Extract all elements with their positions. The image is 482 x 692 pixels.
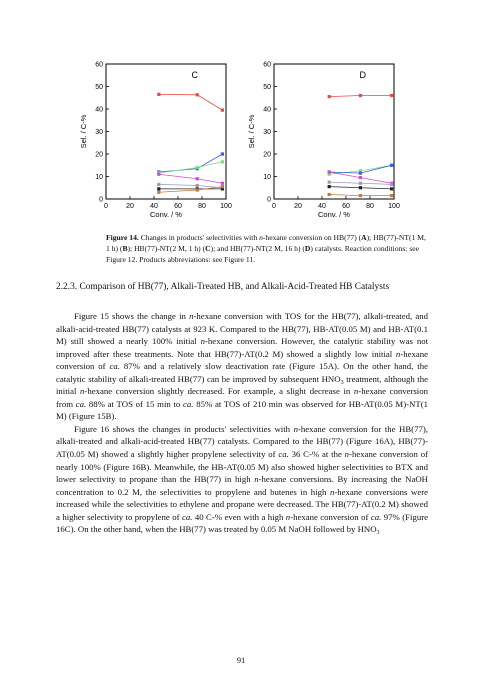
text-italic: ca.: [75, 398, 87, 409]
text-italic: ca.: [183, 398, 194, 409]
data-point: [157, 173, 160, 176]
x-tick-label: 40: [150, 203, 158, 210]
text-run: -hexane conversion. However, the catalytic stability was not improved after these treatments. Note that HB(77)-AT(0.2 M) showed a slightly low initial: [56, 336, 428, 359]
figure-caption: [106, 232, 426, 265]
text-run: -hexane conversions. By increasing the NaOH concentration to 0.2 M, the selectivities to propylene and butenes in high: [56, 474, 428, 497]
caption-label: Figure 14.: [106, 233, 139, 242]
text-run: -hexane conversion of: [56, 348, 428, 372]
series-line: [159, 94, 223, 110]
text-run: treatment, although the initial: [56, 373, 428, 397]
data-point: [359, 186, 362, 189]
series-line: [159, 184, 223, 187]
series-line: [159, 154, 223, 172]
y-tick-label: 10: [263, 174, 271, 182]
text-run: -hexane conversion of: [290, 511, 371, 522]
text-run: Figure 15 shows the change in: [74, 311, 190, 321]
data-point: [196, 93, 199, 96]
data-point: [221, 182, 224, 185]
series-line: [159, 174, 223, 183]
data-point: [221, 160, 224, 163]
data-point: [196, 177, 199, 180]
plot-frame: [106, 64, 226, 199]
caption-panel-c: C: [205, 244, 211, 253]
text-run: -hexane conversion of nearly 100% (Figure 16B). Meanwhile, the HB-AT(0.05 M) also showed higher selectivities to BTX and lower selectivity to propane than the HB(77) in high: [56, 449, 429, 485]
data-point: [157, 187, 160, 190]
text-run: -hexane conversion from: [56, 386, 428, 409]
text-italic: n: [80, 386, 85, 397]
y-tick-label: 60: [263, 61, 271, 69]
x-tick-label: 100: [388, 203, 400, 210]
y-axis-label: Sel. / C-%: [247, 114, 256, 149]
y-tick-label: 30: [95, 129, 103, 137]
y-tick-label: 0: [267, 196, 271, 204]
body-text: [56, 310, 428, 536]
text-run: 97% (Figure 16C). On the other hand, when the HB(77) was treated by 0.05 M NaOH followed by HNO: [56, 511, 428, 535]
data-point: [221, 109, 224, 112]
paragraph-1: [56, 310, 428, 423]
data-point: [328, 193, 331, 196]
caption-text: ); HB(77)-NT(1 M, 1 h) (: [106, 233, 426, 253]
data-point: [390, 194, 393, 197]
data-point: [328, 95, 331, 98]
caption-panel-d: D: [304, 244, 311, 253]
x-tick-label: 60: [174, 203, 182, 210]
data-point: [359, 94, 362, 97]
x-axis-label: Conv. / %: [318, 210, 350, 219]
text-subscript: 3: [340, 379, 344, 386]
data-point: [328, 181, 331, 184]
caption-text: -hexane conversion on HB(77) (: [262, 233, 362, 242]
text-run: 40 C-% even with a high: [192, 511, 286, 522]
caption-italic: n: [259, 233, 263, 242]
y-tick-label: 0: [99, 196, 103, 204]
text-subscript: 3: [376, 530, 380, 537]
series-line: [159, 187, 223, 193]
text-run: -hexane conversion with TOS for the HB(77), alkali-treated, and alkali-acid-treated HB(77) catalysts at 923 K. Compared to the HB(77), HB-AT(0.05 M) and HB-AT(0.1 M) still showed a nearly 100% initial: [56, 311, 429, 347]
panel-label: D: [359, 70, 367, 80]
text-italic: n: [293, 423, 298, 434]
x-tick-label: 80: [198, 203, 206, 210]
text-run: -hexane conversion for the HB(77), alkali-treated and alkali-acid-treated HB(77) catalysts. Compared to the HB(77) (Figure 16A), HB(77)-AT(0.05 M) showed a slightly higher propylene selectivity of: [56, 423, 428, 460]
paragraph-2: [56, 423, 428, 536]
data-point: [359, 182, 362, 185]
y-axis-label: Sel. / C-%: [79, 114, 88, 149]
data-point: [196, 184, 199, 187]
x-axis-label: Conv. / %: [150, 210, 182, 219]
data-point: [328, 170, 331, 173]
data-point: [390, 94, 393, 97]
data-point: [221, 152, 224, 155]
data-point: [390, 164, 393, 167]
x-tick-label: 20: [294, 203, 302, 210]
panel-label: C: [191, 70, 199, 80]
text-italic: n: [344, 449, 350, 460]
page-number: 91: [236, 655, 246, 665]
x-tick-label: 60: [342, 203, 350, 210]
text-italic: n: [285, 511, 291, 522]
text-run: 88% at TOS of 15 min to: [86, 398, 184, 409]
y-tick-label: 50: [95, 84, 103, 92]
section-title: 2.2.3. Comparison of HB(77), Alkali-Treated HB, and Alkali-Acid-Treated HB Catalysts: [56, 282, 390, 292]
text-italic: n: [254, 474, 259, 485]
x-tick-label: 0: [272, 203, 276, 210]
y-tick-label: 50: [263, 84, 271, 92]
series-line: [159, 162, 223, 173]
data-point: [221, 185, 224, 188]
text-run: 87% and a relatively slow deactivation rate (Figure 15A). On the other hand, the catalytic stability of alkali-treated HB(77) can be improved by subsequent HNO: [56, 361, 428, 384]
x-tick-label: 20: [126, 203, 134, 210]
caption-panel-a: A: [361, 233, 367, 242]
text-run: 36 C-% at the: [288, 449, 345, 460]
y-tick-label: 60: [95, 61, 103, 69]
y-tick-label: 20: [95, 151, 103, 159]
x-tick-label: 0: [104, 203, 108, 210]
text-italic: n: [189, 311, 194, 321]
text-italic: n: [353, 386, 359, 397]
text-run: Figure 16 shows the changes in products' selectivities with: [74, 423, 294, 434]
data-point: [196, 188, 199, 191]
text-italic: n: [395, 348, 401, 359]
text-italic: ca.: [278, 449, 289, 460]
text-italic: ca.: [370, 511, 382, 522]
caption-text: ) catalysts. Reaction conditions: see Figure 12. Products abbreviations: see Figure 11.: [106, 244, 420, 264]
text-run: 85% at TOS of 210 min was observed for HB-AT(0.05 M)-NT(1 M) (Figure 15B).: [56, 398, 428, 422]
x-tick-label: 100: [220, 203, 232, 210]
figure-14-charts: [62, 56, 422, 224]
text-run: -hexane conversion slightly decreased. For example, a slight decrease in: [84, 386, 354, 397]
caption-text: ); and HB(77)-NT(2 M, 16 h) (: [210, 244, 305, 253]
data-point: [359, 194, 362, 197]
figure-14: [62, 56, 422, 224]
y-tick-label: 20: [263, 151, 271, 159]
y-tick-label: 40: [95, 106, 103, 114]
x-tick-label: 80: [366, 203, 374, 210]
data-point: [157, 93, 160, 96]
y-tick-label: 30: [263, 129, 271, 137]
text-italic: ca.: [109, 361, 120, 372]
text-italic: ca.: [181, 511, 193, 522]
plot-frame: [274, 64, 394, 199]
data-point: [390, 187, 393, 190]
data-point: [328, 185, 331, 188]
x-tick-label: 40: [318, 203, 326, 210]
data-point: [157, 191, 160, 194]
y-tick-label: 10: [95, 174, 103, 182]
caption-panel-b: B: [122, 244, 128, 253]
data-point: [196, 166, 199, 169]
data-point: [359, 176, 362, 179]
data-point: [359, 172, 362, 175]
data-point: [390, 183, 393, 186]
text-italic: n: [329, 486, 335, 497]
y-tick-label: 40: [263, 106, 271, 114]
data-point: [157, 183, 160, 186]
caption-text: Changes in products' selectivities with: [138, 233, 260, 242]
caption-text: ); HB(77)-NT(2 M, 1 h) (: [127, 244, 206, 253]
text-run: -hexane conversions were increased while the selectivities to ethylene and propane were decreased. The HB(77)-AT(0.2 M) showed a higher selectivity to propylene of: [56, 486, 428, 522]
text-italic: n: [200, 336, 206, 347]
